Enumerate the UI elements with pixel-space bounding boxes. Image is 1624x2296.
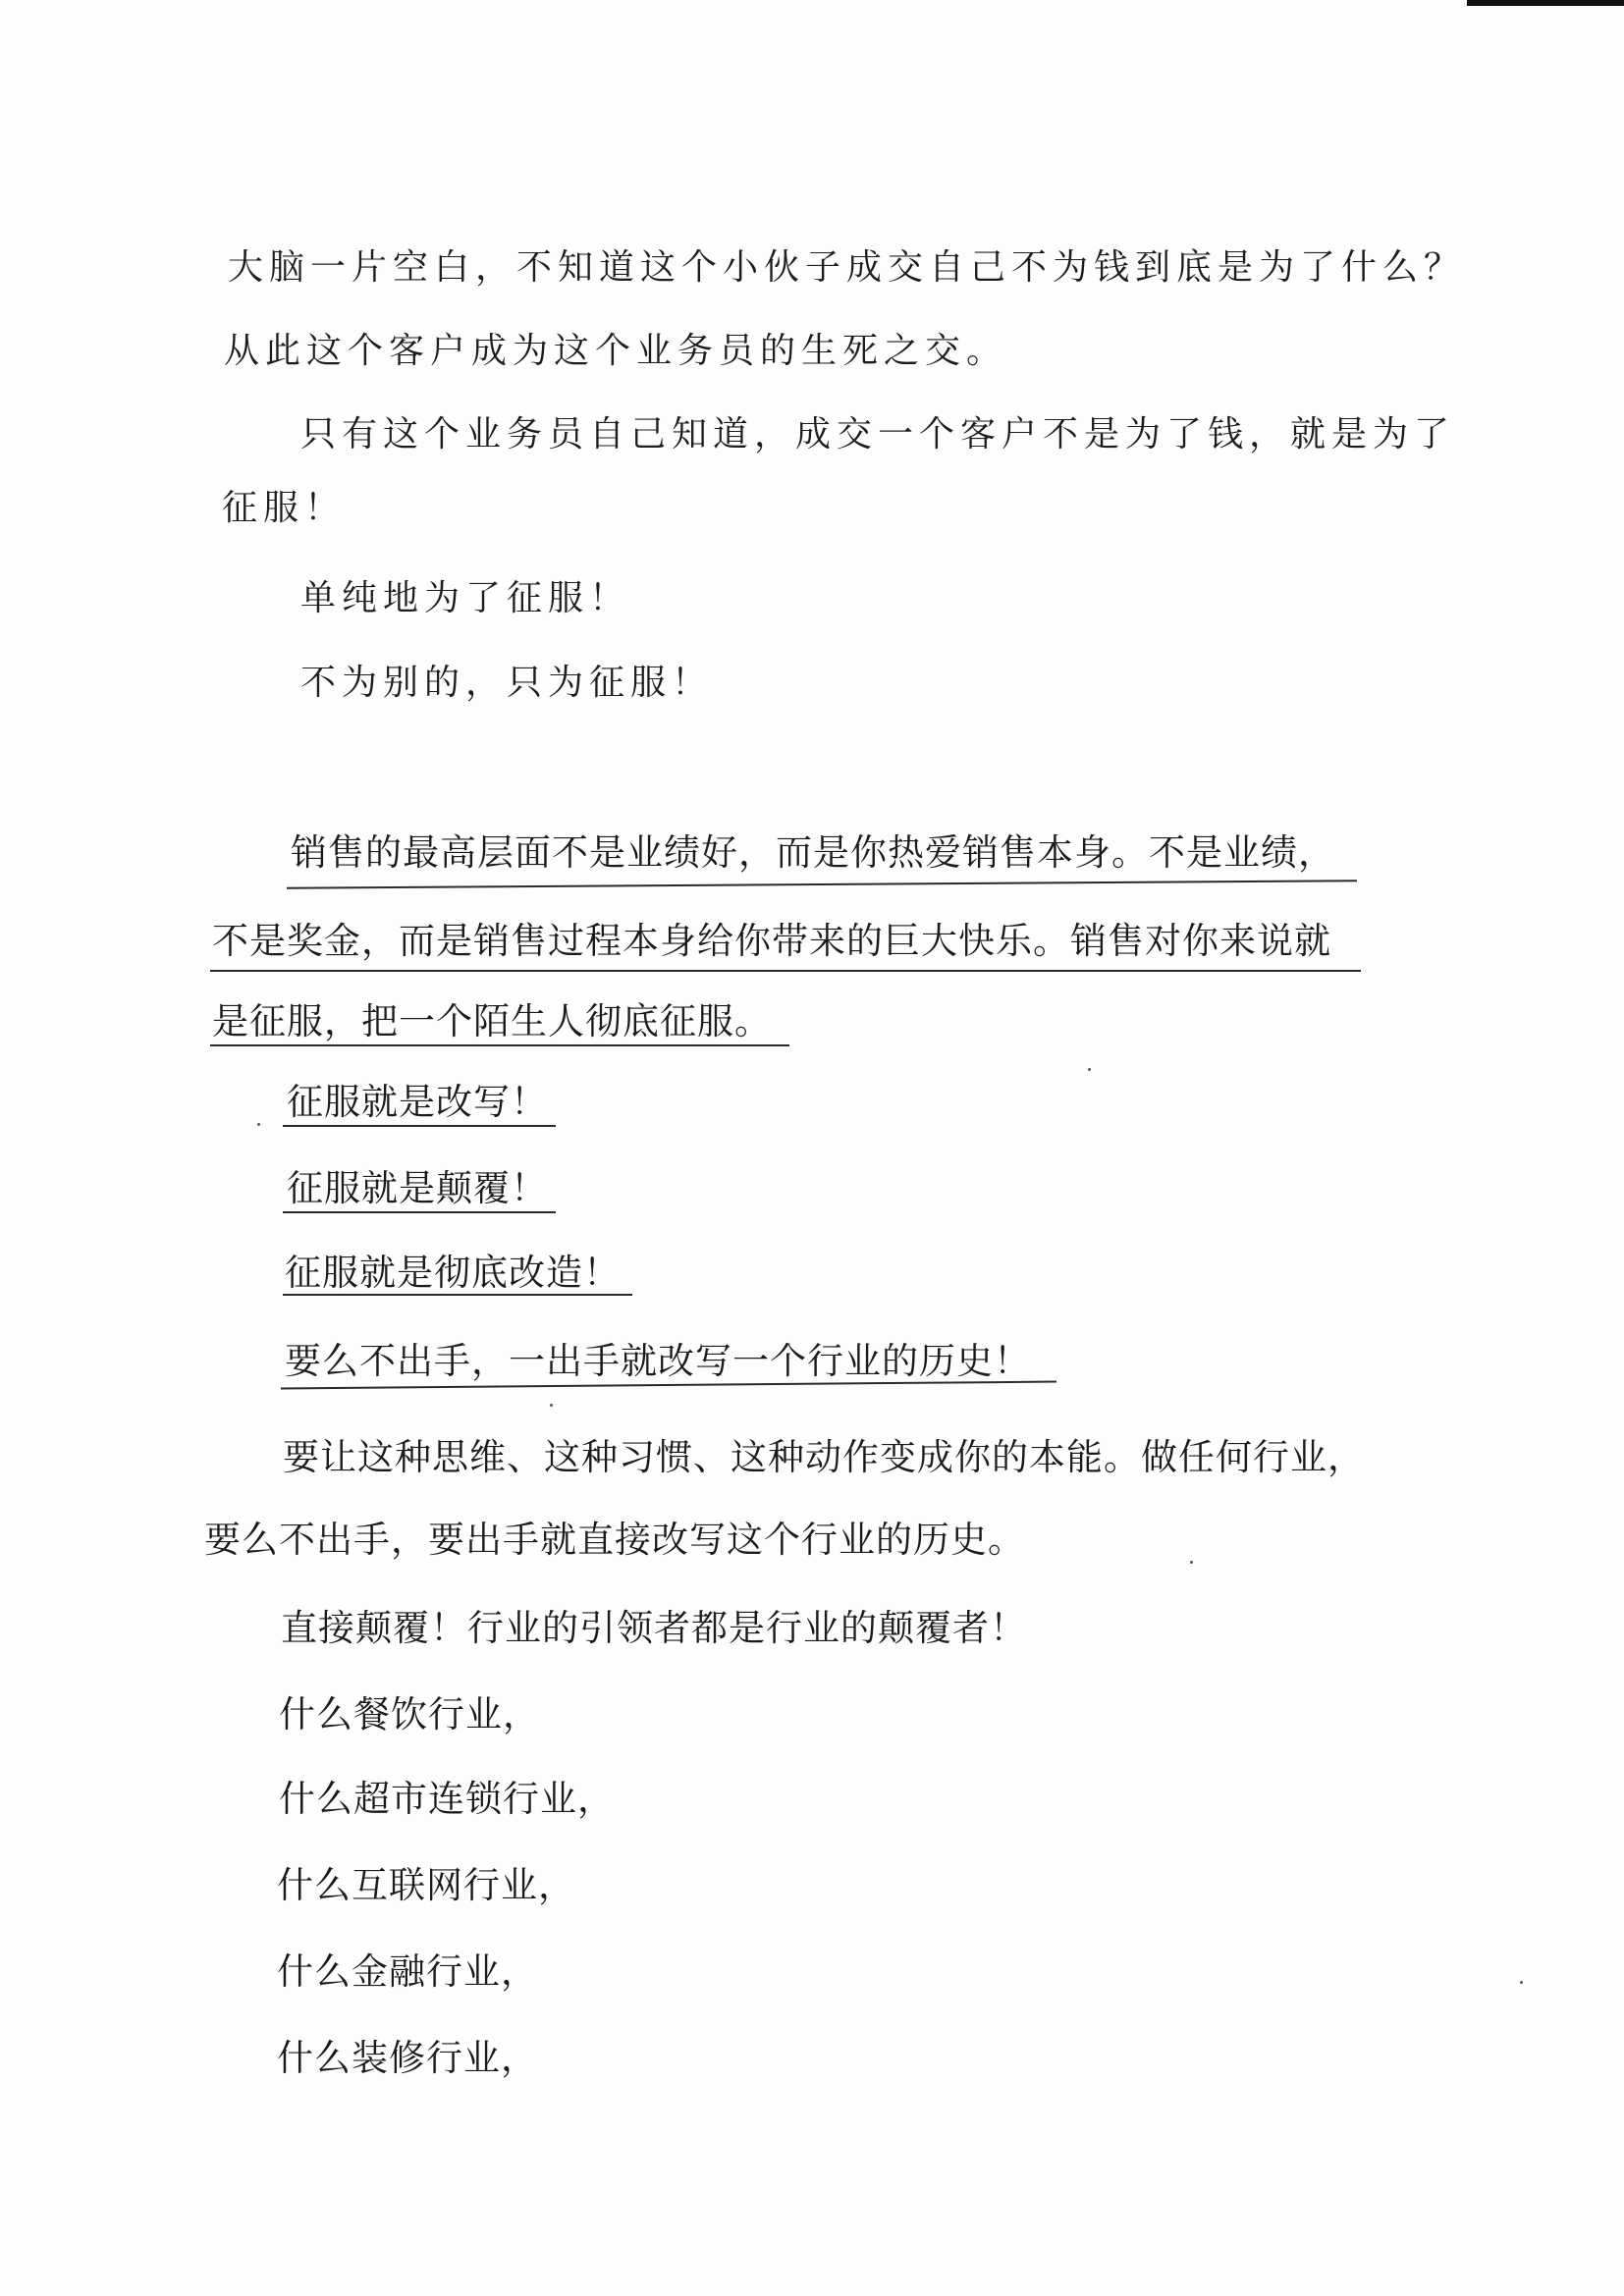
scan-speck: [1520, 1981, 1523, 1984]
underlined-line: 要么不出手，一出手就改写一个行业的历史！: [285, 1340, 1031, 1382]
paragraph-line: 什么餐饮行业，: [279, 1693, 540, 1735]
paragraph-line: 只有这个业务员自己知道，成交一个客户不是为了钱，就是为了: [300, 414, 1456, 454]
paragraph-line: 要么不出手，要出手就直接改写这个行业的历史。: [204, 1519, 1025, 1561]
scan-speck: [1088, 1068, 1091, 1071]
paragraph-line: 什么互联网行业，: [277, 1864, 575, 1906]
paragraph-line: 什么装修行业，: [277, 2037, 538, 2079]
paragraph-line: 什么金融行业，: [277, 1950, 538, 1993]
underlined-line: 征服就是彻底改造！: [285, 1252, 621, 1294]
scan-speck: [257, 1123, 260, 1126]
underline: [283, 1125, 556, 1127]
underlined-line: 不是奖金，而是销售过程本身给你带来的巨大快乐。销售对你来说就: [212, 920, 1331, 962]
paragraph-line: 征服！: [222, 488, 347, 528]
paragraph-line: 直接颠覆！行业的引领者都是行业的颠覆者！: [281, 1607, 1027, 1649]
paragraph-line: 要让这种思维、这种习惯、这种动作变成你的本能。做任何行业，: [283, 1436, 1365, 1478]
paragraph-line: 什么超市连锁行业，: [279, 1778, 615, 1820]
underline: [283, 1211, 556, 1213]
paragraph-line: 不为别的，只为征服！: [300, 663, 714, 703]
paragraph-line: 单纯地为了征服！: [300, 578, 631, 618]
scan-speck: [550, 1404, 553, 1407]
underline: [283, 1294, 632, 1296]
underline: [210, 1044, 789, 1046]
underlined-line: 征服就是颠覆！: [287, 1167, 548, 1209]
underline: [210, 970, 1361, 972]
scan-edge-mark: [1467, 0, 1624, 6]
underlined-line: 征服就是改写！: [287, 1081, 548, 1123]
underline: [287, 880, 1357, 889]
underlined-line: 是征服，把一个陌生人彻底征服。: [212, 1000, 772, 1042]
paragraph-line: 从此这个客户成为这个业务员的生死之交。: [224, 331, 1008, 371]
scan-speck: [1190, 1561, 1193, 1564]
paragraph-line: 大脑一片空白，不知道这个小伙子成交自己不为钱到底是为了什么？: [228, 247, 1466, 288]
underlined-line: 销售的最高层面不是业绩好，而是你热爱销售本身。不是业绩，: [291, 831, 1335, 874]
